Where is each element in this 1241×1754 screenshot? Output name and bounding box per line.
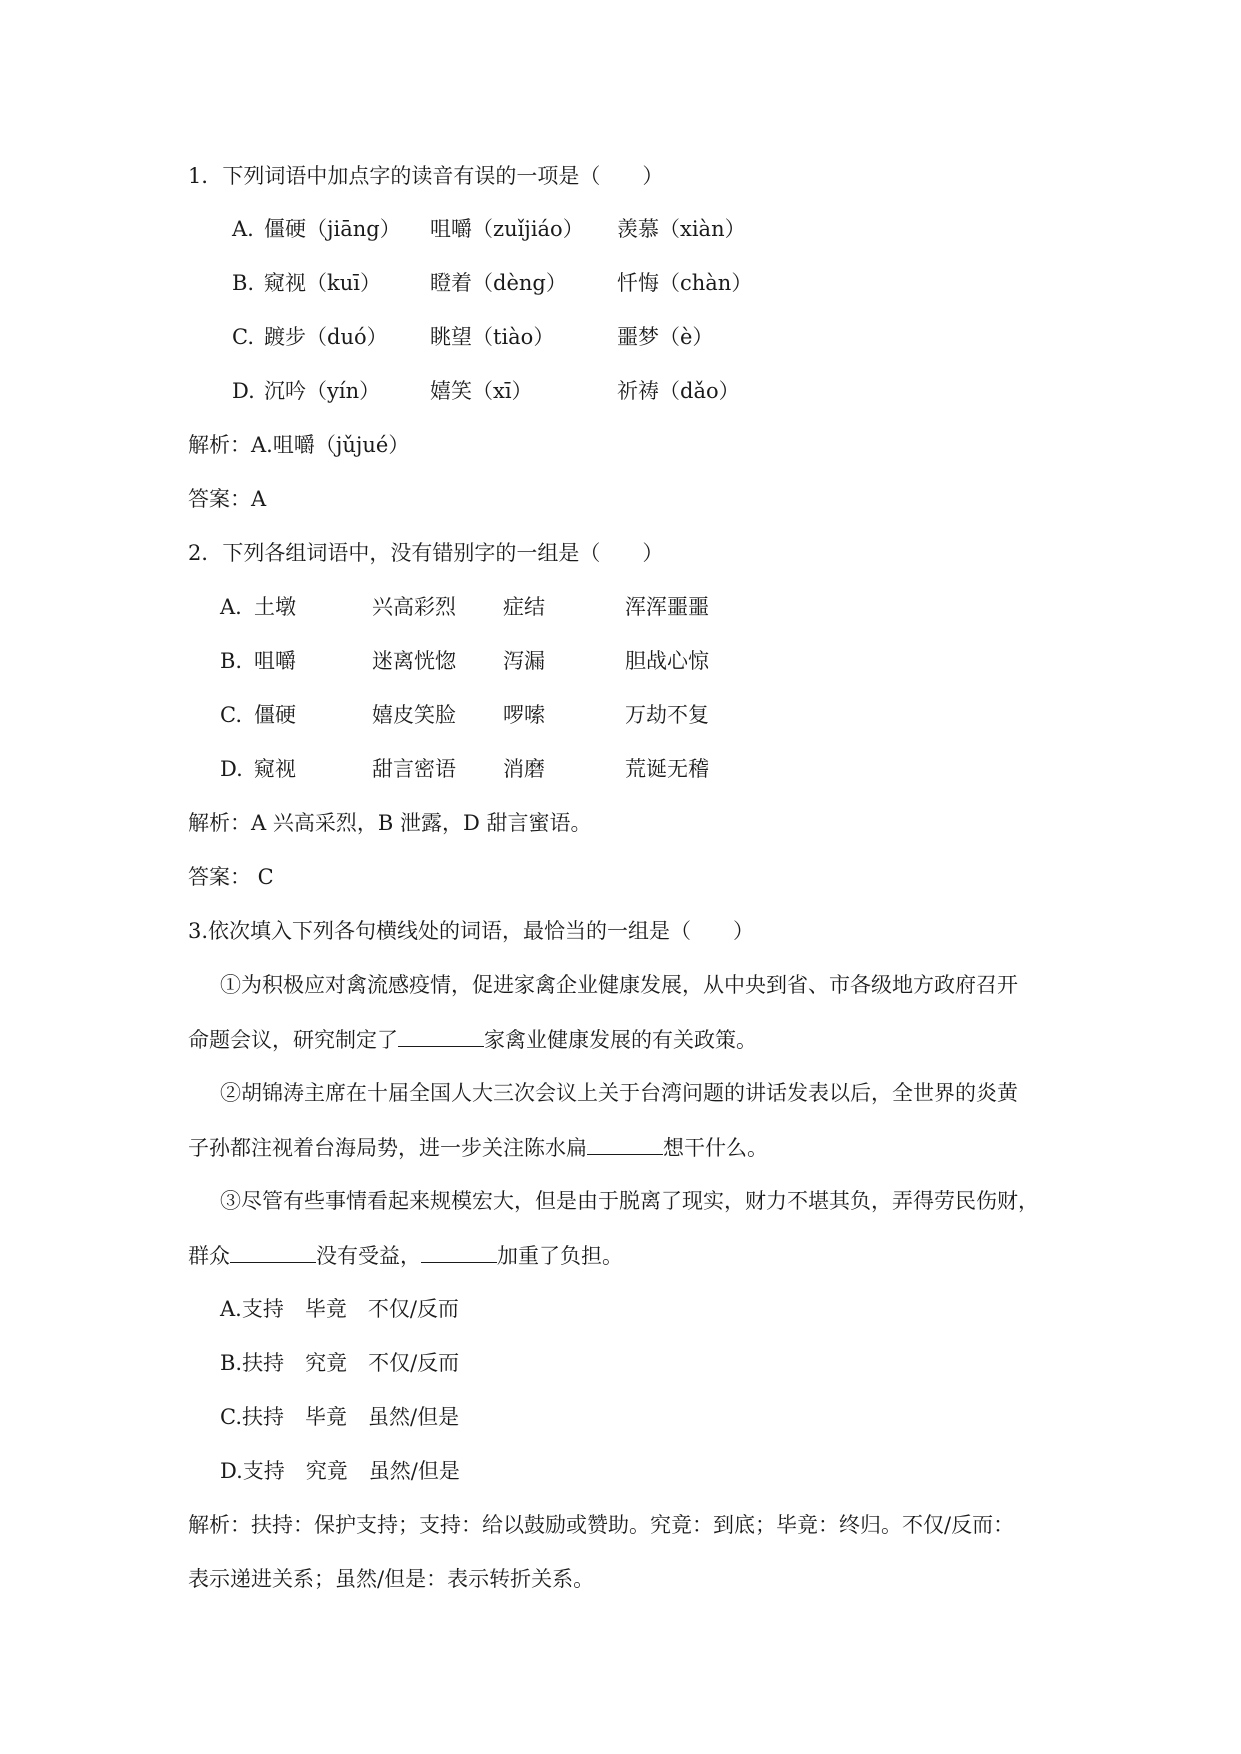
option-label: B. <box>232 271 255 295</box>
option-word: 万劫不复 <box>625 703 709 727</box>
option-word: 忏悔（chàn） <box>617 271 753 295</box>
option-word: 症结 <box>503 595 545 619</box>
option-word: 浑浑噩噩 <box>625 595 709 619</box>
q3-sentence-2-line-1: ②胡锦涛主席在十届全国人大三次会议上关于台湾问题的讲话发表以后，全世界的炎黄 <box>220 1081 1018 1105</box>
fill-blank-3 <box>230 1240 316 1263</box>
option-word: 咀嚼（zuǐjiáo） <box>430 217 584 241</box>
fill-blank-4 <box>421 1240 497 1263</box>
q1-analysis: 解析：A.咀嚼（jǔjué） <box>188 433 410 457</box>
option-label: B. <box>220 649 243 673</box>
option-word: 僵硬（jiāng） <box>264 217 401 241</box>
option-word: 兴高彩烈 <box>372 595 456 619</box>
q3-option-b: B.扶持 究竟 不仅/反而 <box>220 1351 460 1375</box>
q3-option-a: A.支持 毕竟 不仅/反而 <box>220 1297 459 1321</box>
option-word: 泻漏 <box>503 649 545 673</box>
sentence-text: 群众 <box>188 1244 230 1268</box>
q3-stem: 3.依次填入下列各句横线处的词语，最恰当的一组是（ ） <box>188 919 755 943</box>
sentence-text: 加重了负担。 <box>497 1244 623 1268</box>
q3-sentence-2-line-2 <box>188 1132 768 1162</box>
option-word: 咀嚼 <box>254 649 296 673</box>
q3-sentence-1-line-1: ①为积极应对禽流感疫情，促进家禽企业健康发展，从中央到省、市各级地方政府召开 <box>220 973 1018 997</box>
q3-sentence-3-line-1: ③尽管有些事情看起来规模宏大，但是由于脱离了现实，财力不堪其负，弄得劳民伤财， <box>220 1189 1039 1213</box>
option-word: 迷离恍惚 <box>372 649 456 673</box>
option-word: 消磨 <box>503 757 545 781</box>
q3-option-d: D.支持 究竟 虽然/但是 <box>220 1459 460 1483</box>
q1-answer: 答案：A <box>188 487 267 511</box>
option-label: A. <box>220 595 242 619</box>
sentence-text: 家禽业健康发展的有关政策。 <box>484 1028 757 1052</box>
option-word: 甜言密语 <box>372 757 456 781</box>
option-label: A. <box>232 217 254 241</box>
q1-stem: 1．下列词语中加点字的读音有误的一项是（ ） <box>188 164 664 188</box>
sentence-text: 想干什么。 <box>663 1136 768 1160</box>
q2-stem: 2．下列各组词语中，没有错别字的一组是（ ） <box>188 541 664 565</box>
option-word: 啰嗦 <box>503 703 545 727</box>
option-word: 窥视（kuī） <box>264 271 381 295</box>
option-label: C. <box>232 325 254 349</box>
q3-analysis-line-2: 表示递进关系；虽然/但是：表示转折关系。 <box>188 1567 595 1591</box>
option-word: 祈祷（dǎo） <box>617 379 740 403</box>
option-label: D. <box>220 757 243 781</box>
sentence-text: 没有受益， <box>316 1244 421 1268</box>
q2-analysis: 解析：A 兴高采烈，B 泄露，D 甜言蜜语。 <box>188 811 592 835</box>
option-word: 噩梦（è） <box>617 325 714 349</box>
option-label: D. <box>232 379 255 403</box>
option-word: 眺望（tiào） <box>430 325 555 349</box>
option-word: 嬉皮笑脸 <box>372 703 456 727</box>
q3-sentence-1-line-2 <box>188 1024 757 1054</box>
option-label: C. <box>220 703 242 727</box>
option-word: 瞪着（dèng） <box>430 271 567 295</box>
option-word: 沉吟（yín） <box>264 379 381 403</box>
option-word: 踱步（duó） <box>264 325 388 349</box>
sentence-text: 命题会议，研究制定了 <box>188 1028 398 1052</box>
q2-answer: 答案： C <box>188 865 274 889</box>
option-word: 嬉笑（xī） <box>430 379 533 403</box>
option-word: 僵硬 <box>254 703 296 727</box>
q3-analysis-line-1: 解析：扶持：保护支持；支持：给以鼓励或赞助。究竟：到底；毕竟：终归。不仅/反而： <box>188 1513 1015 1537</box>
q3-sentence-3-line-2 <box>188 1240 623 1270</box>
option-word: 荒诞无稽 <box>625 757 709 781</box>
sentence-text: 子孙都注视着台海局势，进一步关注陈水扁 <box>188 1136 587 1160</box>
fill-blank-1 <box>398 1024 484 1047</box>
option-word: 胆战心惊 <box>625 649 709 673</box>
option-word: 土墩 <box>254 595 296 619</box>
fill-blank-2 <box>587 1132 663 1155</box>
option-word: 羡慕（xiàn） <box>617 217 746 241</box>
q3-option-c: C.扶持 毕竟 虽然/但是 <box>220 1405 460 1429</box>
option-word: 窥视 <box>254 757 296 781</box>
